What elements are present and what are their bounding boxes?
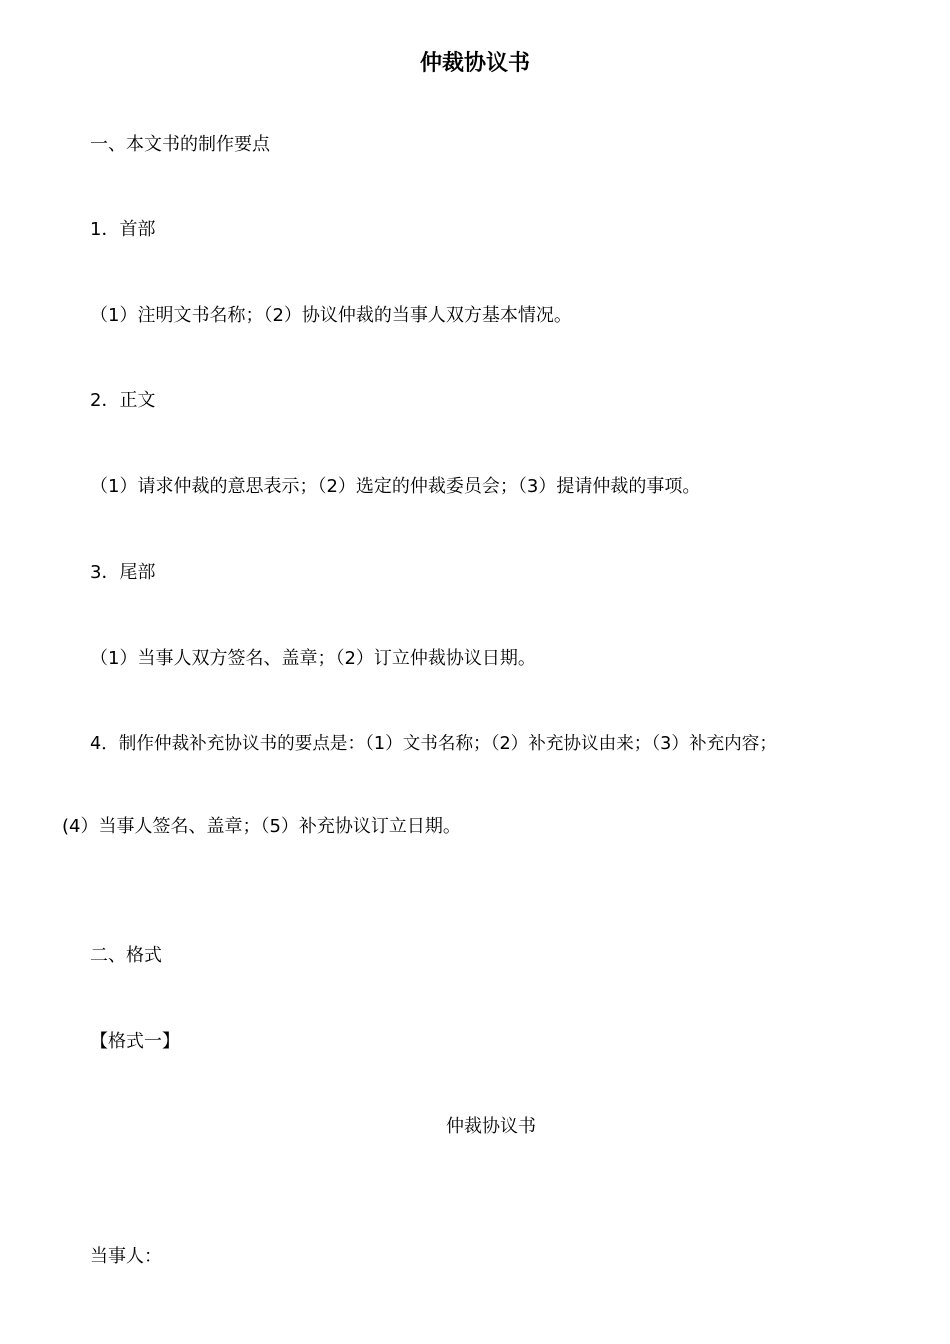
section-heading-format: 二、格式: [90, 945, 162, 966]
format-one-label: 【格式一】: [90, 1031, 180, 1052]
subheading-header: 1．首部: [90, 219, 156, 240]
format-one-title: 仲裁协议书: [446, 1116, 536, 1137]
section-heading-key-points: 一、本文书的制作要点: [90, 134, 270, 155]
party-label: 当事人：: [90, 1246, 162, 1267]
paragraph-supplement-line1: 4．制作仲裁补充协议书的要点是：（1）文书名称；（2）补充协议由来；（3）补充内容；: [90, 734, 777, 754]
paragraph-supplement-line2: (4）当事人签名、盖章；（5）补充协议订立日期。: [62, 816, 461, 837]
subheading-body: 2．正文: [90, 390, 156, 411]
paragraph-footer-items: （1）当事人双方签名、盖章；（2）订立仲裁协议日期。: [90, 648, 536, 669]
page-title: 仲裁协议书: [419, 50, 530, 76]
paragraph-header-items: （1）注明文书名称；（2）协议仲裁的当事人双方基本情况。: [90, 305, 572, 326]
subheading-footer: 3．尾部: [90, 562, 156, 583]
paragraph-body-items: （1）请求仲裁的意思表示；（2）选定的仲裁委员会；（3）提请仲裁的事项。: [90, 476, 701, 497]
